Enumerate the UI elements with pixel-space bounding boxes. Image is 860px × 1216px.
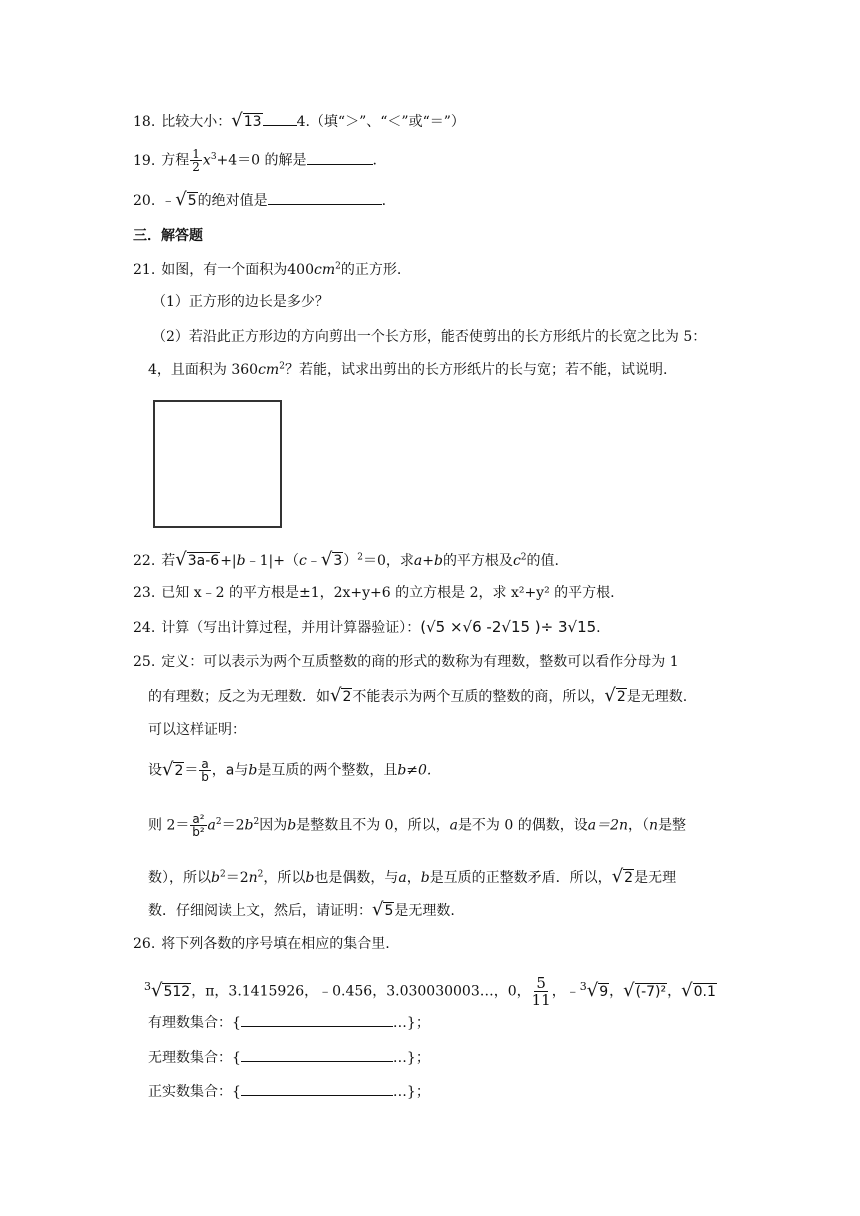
question-25-line-7: 数．仔细阅读上文，然后，请证明：√5是无理数. — [148, 899, 455, 920]
irrational-set: 无理数集合：{ …}； — [148, 1047, 430, 1069]
sqrt-3: √3 — [320, 549, 343, 570]
question-23: 23. 已知 x﹣2 的平方根是±1，2x+y+6 的立方根是 2，求 x²+y² 的平方根. — [133, 585, 615, 601]
question-22: 22. 若√3a-6+|b﹣1|+（c﹣√3）$^2$＝0，求a+b的平方根及$c^2$的值. — [133, 549, 559, 570]
rational-set-blank[interactable] — [241, 1012, 393, 1027]
question-21-part-2-line-2: 4，且面积为 $360cm^2$？若能，试求出剪出的长方形纸片的长与宽；若不能，试说明. — [148, 361, 668, 378]
sqrt-2: √2 — [162, 758, 184, 780]
expression: (√5 ×√6 -2√15 )÷ 3√15 — [420, 618, 597, 636]
sqrt-neg7-squared: √(-7)² — [623, 979, 667, 1001]
question-21: 21. 如图，有一个面积为$400cm^2$的正方形. — [133, 261, 402, 278]
question-25-line-2: 的有理数；反之为无理数．如√2不能表示为两个互质的整数的商，所以，√2是无理数. — [148, 685, 688, 706]
answer-blank[interactable] — [268, 190, 382, 205]
sqrt-2: √2 — [604, 685, 626, 706]
sqrt-5: √5 — [372, 899, 394, 920]
question-25-line-4: 设√2＝ $\frac{a}{b}$ ，a与b是互质的两个整数，且b≠0. — [148, 757, 432, 784]
question-25-line-1: 25. 定义：可以表示为两个互质整数的商的形式的数称为有理数，整数可以看作分母为 1 — [133, 654, 679, 670]
rational-set: 有理数集合：{ …}； — [148, 1012, 430, 1034]
fraction-half: $\frac{1}{2}$ — [192, 147, 200, 174]
question-25-line-5: 则 2＝ $\frac{\text{a²}}{\text{b²}}$ $a^2=2b^2$因为b是整数且不为 0，所以，a是不为 0 的偶数，设a＝2n，（n是整 — [148, 812, 687, 839]
answer-blank[interactable] — [307, 150, 373, 165]
sqrt-2: √2 — [330, 685, 352, 706]
fraction-a-over-b: $\frac{a}{b}$ — [201, 757, 209, 784]
question-21-part-2-line-1: （2）若沿此正方形边的方向剪出一个长方形，能否使剪出的长方形纸片的长宽之比为 5： — [152, 329, 707, 345]
square-figure — [153, 400, 282, 528]
sqrt-13: √13 — [231, 110, 262, 131]
irrational-set-blank[interactable] — [241, 1047, 393, 1062]
answer-blank[interactable] — [263, 111, 297, 126]
fraction-5-over-11: $\frac{5}{11}$ — [531, 974, 551, 1009]
question-19: 19. 方程 $\frac{1}{2}$ $x^3+4=0$ 的解是 . — [133, 147, 377, 174]
fraction-a2-over-b2: $\frac{\text{a²}}{\text{b²}}$ — [192, 812, 205, 839]
question-18: 18. 比较大小：√13 4.（填“＞”、“＜”或“＝”） — [133, 110, 465, 131]
positive-real-set-blank[interactable] — [241, 1081, 393, 1096]
cube-root-512: √512 — [151, 979, 191, 1001]
sqrt-0-1: √0.1 — [681, 979, 716, 1001]
question-24: 24. 计算（写出计算过程，并用计算器验证）：(√5 ×√6 -2√15 )÷ 3√15. — [133, 618, 601, 636]
sqrt-2: √2 — [611, 866, 634, 887]
question-26: 26. 将下列各数的序号填在相应的集合里. — [133, 936, 390, 952]
number-list: $^3$√512，π，3.1415926，﹣0.456，3.030030003…，0， $\frac{5}{11}$ ，﹣$^3$√9，√(-7)²，√0.1 — [144, 974, 716, 1009]
question-21-part-1: （1）正方形的边长是多少？ — [152, 294, 329, 310]
sqrt-3a-6: √3a-6 — [175, 549, 220, 570]
positive-real-set: 正实数集合：{ …}； — [148, 1081, 430, 1103]
sqrt-5: √5 — [175, 189, 197, 210]
question-25-line-6: 数），所以$b^2=2n^2$，所以b也是偶数，与a，b是互质的正整数矛盾．所以，√2是无理 — [148, 866, 677, 887]
section-title: 三．解答题 — [133, 228, 203, 244]
question-20: 20. ﹣√5的绝对值是 . — [133, 189, 387, 210]
question-25-line-3: 可以这样证明： — [148, 722, 246, 738]
cube-root-9: √9 — [586, 979, 609, 1001]
